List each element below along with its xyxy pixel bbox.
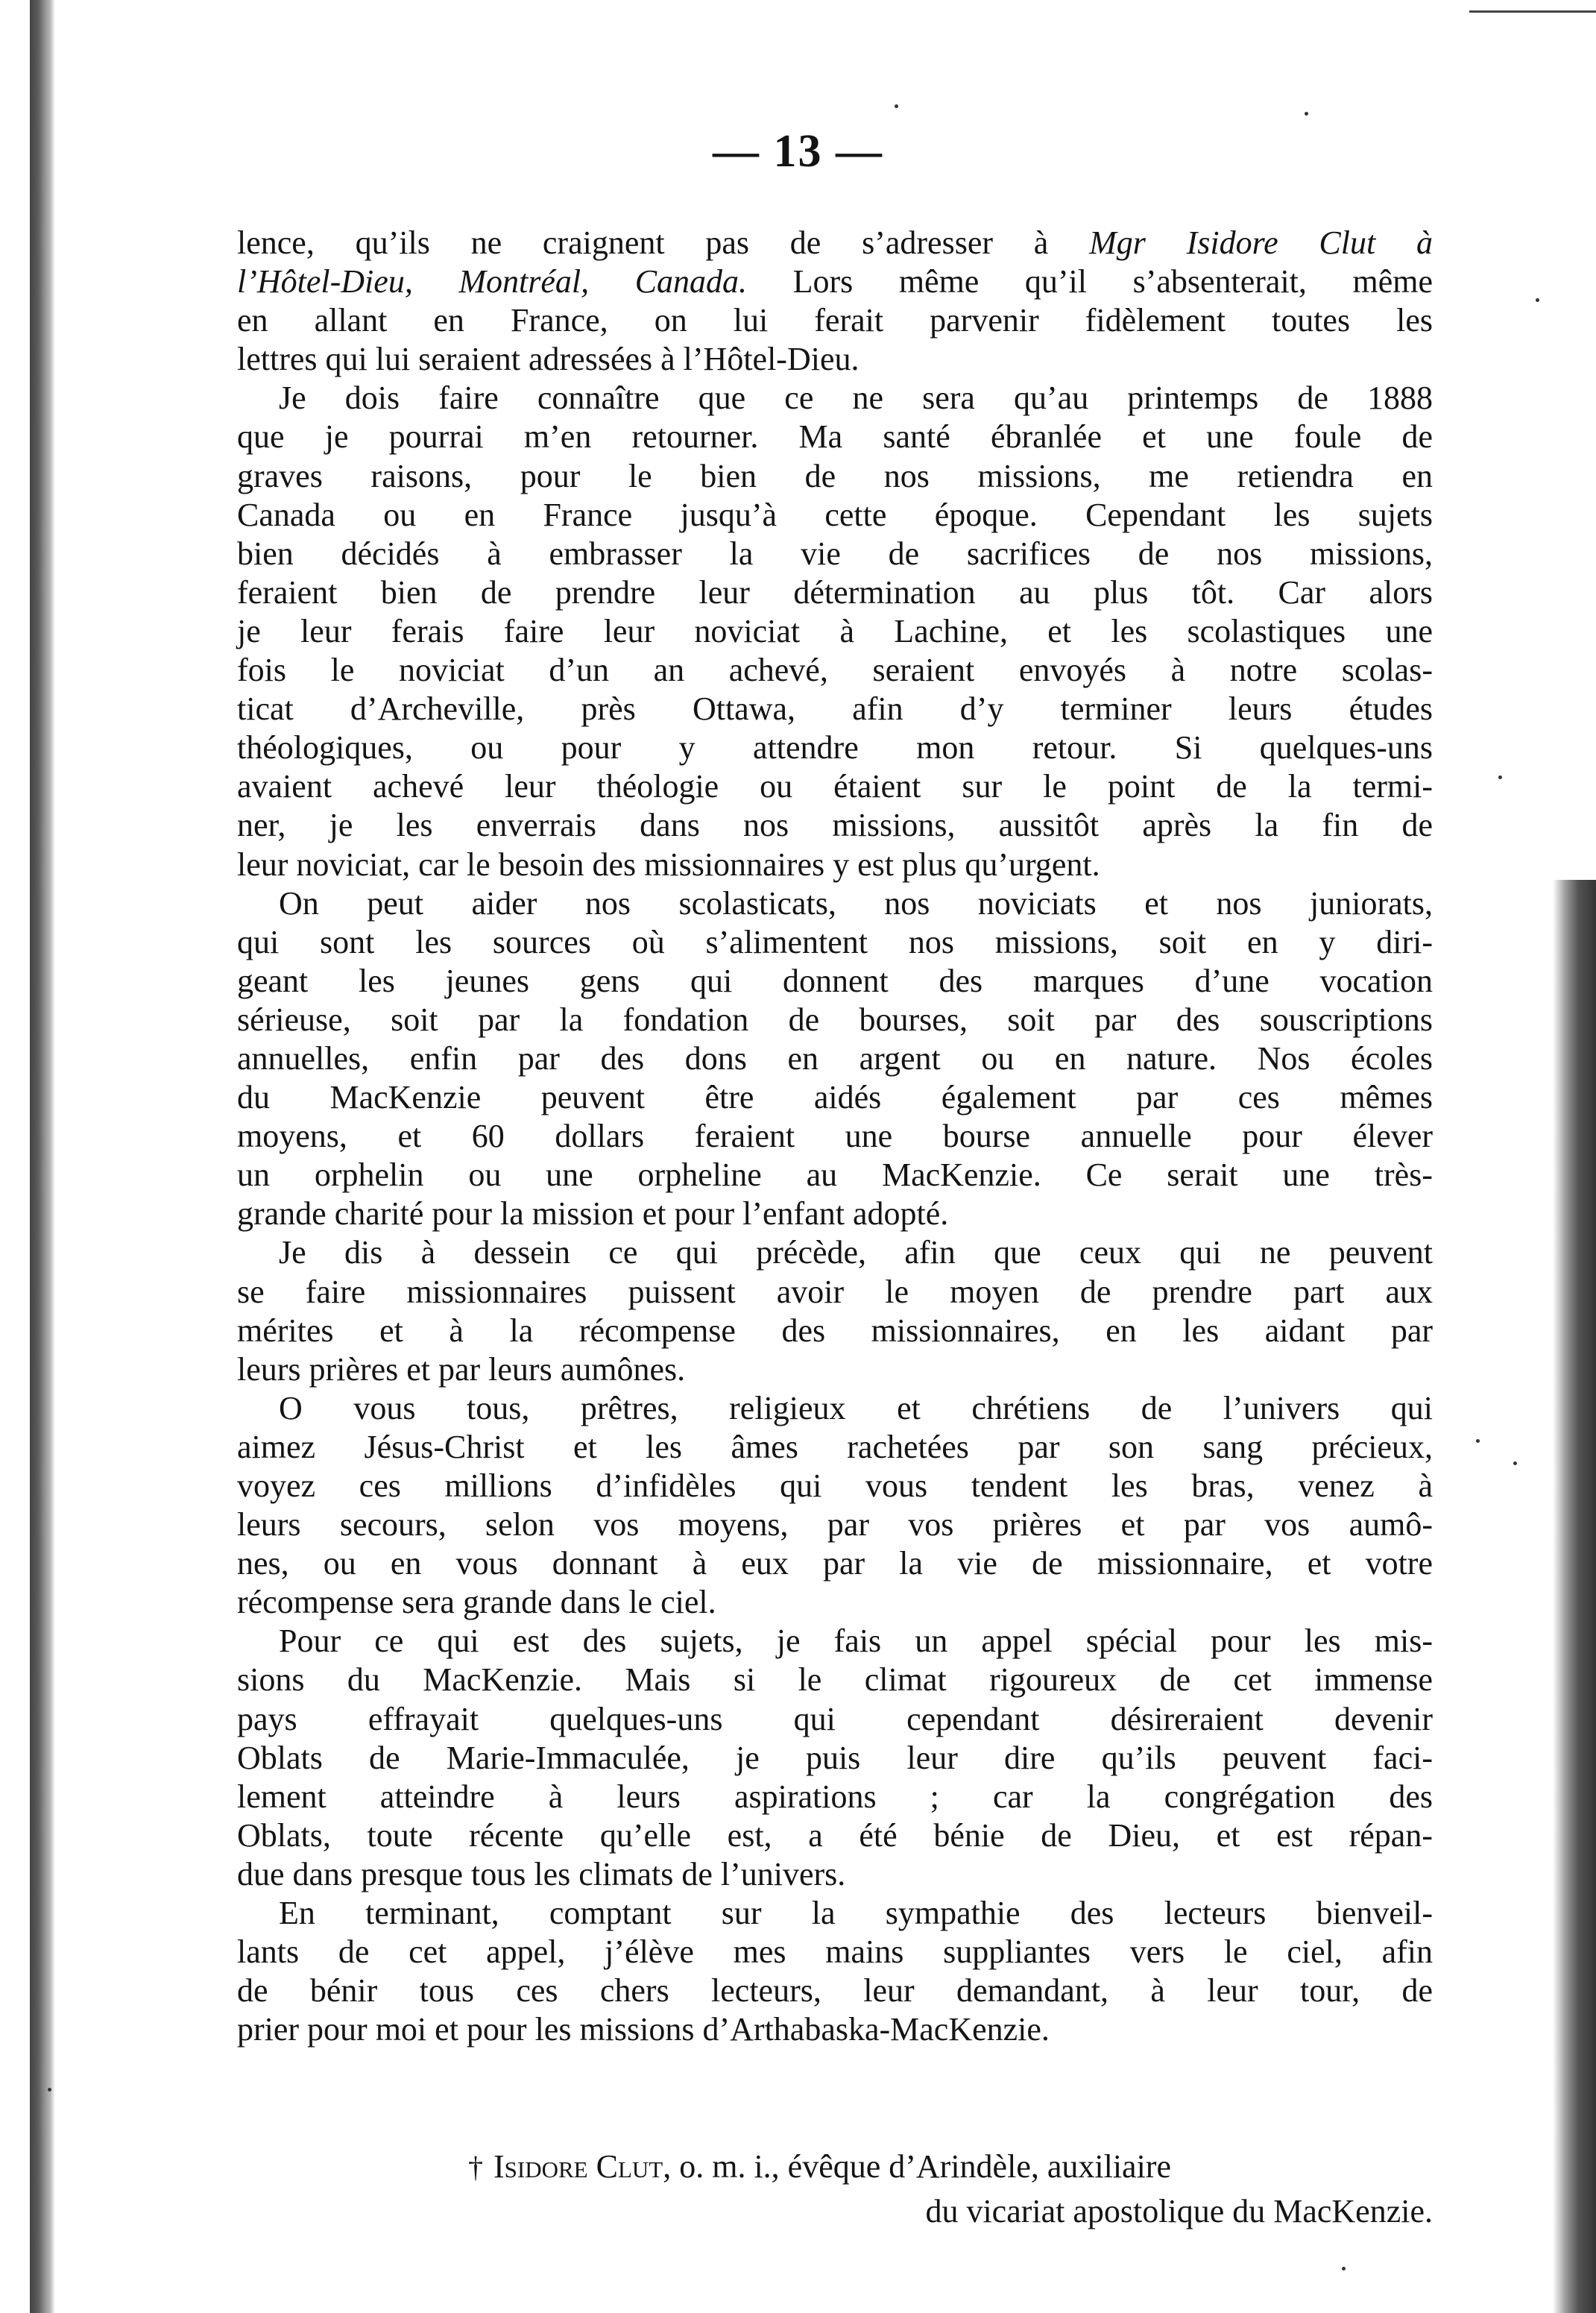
text-line: bien décidés à embrasser la vie de sacrifices de nos missions, — [237, 535, 1433, 572]
scan-speck — [1513, 1461, 1517, 1465]
scan-speck — [48, 2088, 51, 2092]
signature-title: , o. m. i., évêque d’Arindèle, auxiliaire — [663, 2148, 1171, 2185]
text-line: nes, ou en vous donnant à eux par la vie de missionnaire, et votre — [237, 1545, 1433, 1582]
text-line: qui sont les sources où s’alimentent nos missions, soit en y diri- — [237, 923, 1433, 960]
text-line: Oblats, toute récente qu’elle est, a été bénie de Dieu, et est répan- — [237, 1816, 1433, 1854]
episcopal-cross-icon: † — [468, 2150, 483, 2184]
scan-speck — [895, 104, 898, 108]
text-line: due dans presque tous les climats de l’univers. — [237, 1855, 846, 1892]
text-line: Oblats de Marie-Immaculée, je puis leur dire qu’ils peuvent faci- — [237, 1739, 1433, 1776]
scan-speck — [1536, 298, 1539, 302]
text-line: prier pour moi et pour les missions d’Arthabaska-MacKenzie. — [237, 2011, 1050, 2048]
text-line: ner, je les enverrais dans nos missions, aussitôt après la fin de — [237, 807, 1433, 844]
text-line: aimez Jésus-Christ et les âmes rachetées par son sang précieux, — [237, 1428, 1433, 1465]
text-line: un orphelin ou une orpheline au MacKenzie. Ce serait une très- — [237, 1156, 1433, 1194]
text-line: récompense sera grande dans le ciel. — [237, 1584, 716, 1621]
page-number: — 13 — — [713, 126, 883, 177]
text-line: geant les jeunes gens qui donnent des marques d’une vocation — [237, 962, 1433, 999]
text-line: je leur ferais faire leur noviciat à Lachine, et les scolastiques une — [237, 612, 1433, 649]
scan-left-edge — [30, 0, 55, 2313]
text-line: grande charité pour la mission et pour l’enfant adopté. — [237, 1195, 949, 1233]
text-line: annuelles, enfin par des dons en argent ou en nature. Nos écoles — [237, 1039, 1433, 1077]
text-line: Canada ou en France jusqu’à cette époque. Cependant les sujets — [237, 496, 1433, 533]
text-line: Je dis à dessein ce qui précède, afin que ceux qui ne peuvent — [279, 1234, 1433, 1271]
text-line: sérieuse, soit par la fondation de bourses, soit par des souscriptions — [237, 1001, 1433, 1038]
scan-speck — [1342, 2267, 1346, 2270]
italic-text: l’Hôtel-Dieu, Montréal, Canada. — [237, 263, 748, 300]
text-line: On peut aider nos scolasticats, nos noviciats et nos juniorats, — [279, 884, 1433, 922]
text-line: Je dois faire connaître que ce ne sera qu’au printemps de 1888 — [279, 380, 1433, 417]
signature-line-2: du vicariat apostolique du MacKenzie. — [925, 2193, 1433, 2229]
scan-speck — [1305, 112, 1308, 116]
text-line: graves raisons, pour le bien de nos missions, me retiendra en — [237, 457, 1433, 494]
text-segment: lence, qu’ils ne craignent pas de s’adresser à — [237, 224, 1090, 261]
text-line: mérites et à la récompense des missionnaires, en les aidant par — [237, 1312, 1433, 1349]
italic-text: Mgr Isidore Clut à — [1089, 224, 1433, 261]
signature-line-1 — [237, 2144, 1433, 2189]
scan-speck — [1476, 1439, 1480, 1443]
signature-block — [237, 2144, 1433, 2234]
text-line: que je pourrai m’en retourner. Ma santé ébranlée et une foule de — [237, 418, 1433, 456]
text-line: en allant en France, on lui ferait parvenir fidèlement toutes les — [237, 302, 1433, 339]
text-line: fois le noviciat d’un an achevé, seraient envoyés à notre scolas- — [237, 652, 1433, 689]
text-line: théologiques, ou pour y attendre mon retour. Si quelques-uns — [237, 729, 1433, 767]
scan-top-rule — [1469, 10, 1596, 13]
text-line: voyez ces millions d’infidèles qui vous tendent les bras, venez à — [237, 1467, 1433, 1504]
text-line: moyens, et 60 dollars feraient une bourse annuelle pour élever — [237, 1118, 1433, 1155]
text-line: du MacKenzie peuvent être aidés également par ces mêmes — [237, 1079, 1433, 1116]
text-line — [237, 262, 1433, 301]
text-line: lants de cet appel, j’élève mes mains suppliantes vers le ciel, afin — [237, 1933, 1433, 1971]
text-line: leur noviciat, car le besoin des missionnaires y est plus qu’urgent. — [237, 846, 1100, 883]
text-line: pays effrayait quelques-uns qui cependant désireraient devenir — [237, 1700, 1433, 1737]
signature-name: Isidore Clut — [493, 2148, 663, 2185]
text-line: feraient bien de prendre leur détermination au plus tôt. Car alors — [237, 573, 1433, 611]
text-line: Pour ce qui est des sujets, je fais un appel spécial pour les mis- — [279, 1623, 1433, 1660]
text-line: lettres qui lui seraient adressées à l’Hôtel-Dieu. — [237, 341, 859, 378]
text-line: se faire missionnaires puissent avoir le moyen de prendre part aux — [237, 1273, 1433, 1310]
text-line: En terminant, comptant sur la sympathie des lecteurs bienveil- — [279, 1895, 1433, 1932]
text-line: leurs prières et par leurs aumônes. — [237, 1350, 686, 1388]
text-line: sions du MacKenzie. Mais si le climat rigoureux de cet immense — [237, 1661, 1433, 1699]
body-text — [237, 224, 1433, 2049]
scan-right-edge — [1553, 880, 1596, 2313]
text-line: leurs secours, selon vos moyens, par vos prières et par vos aumô- — [237, 1506, 1433, 1543]
text-line: O vous tous, prêtres, religieux et chrétiens de l’univers qui — [279, 1389, 1433, 1426]
text-line: lement atteindre à leurs aspirations ; car la congrégation des — [237, 1778, 1433, 1815]
text-line: ticat d’Archeville, près Ottawa, afin d’y terminer leurs études — [237, 690, 1433, 728]
text-line — [237, 224, 1433, 262]
text-segment: Lors même qu’il s’absenterait, même — [747, 263, 1433, 300]
text-line: avaient achevé leur théologie ou étaient sur le point de la termi- — [237, 768, 1433, 805]
scan-speck — [1498, 775, 1502, 779]
text-line: de bénir tous ces chers lecteurs, leur demandant, à leur tour, de — [237, 1972, 1433, 2010]
